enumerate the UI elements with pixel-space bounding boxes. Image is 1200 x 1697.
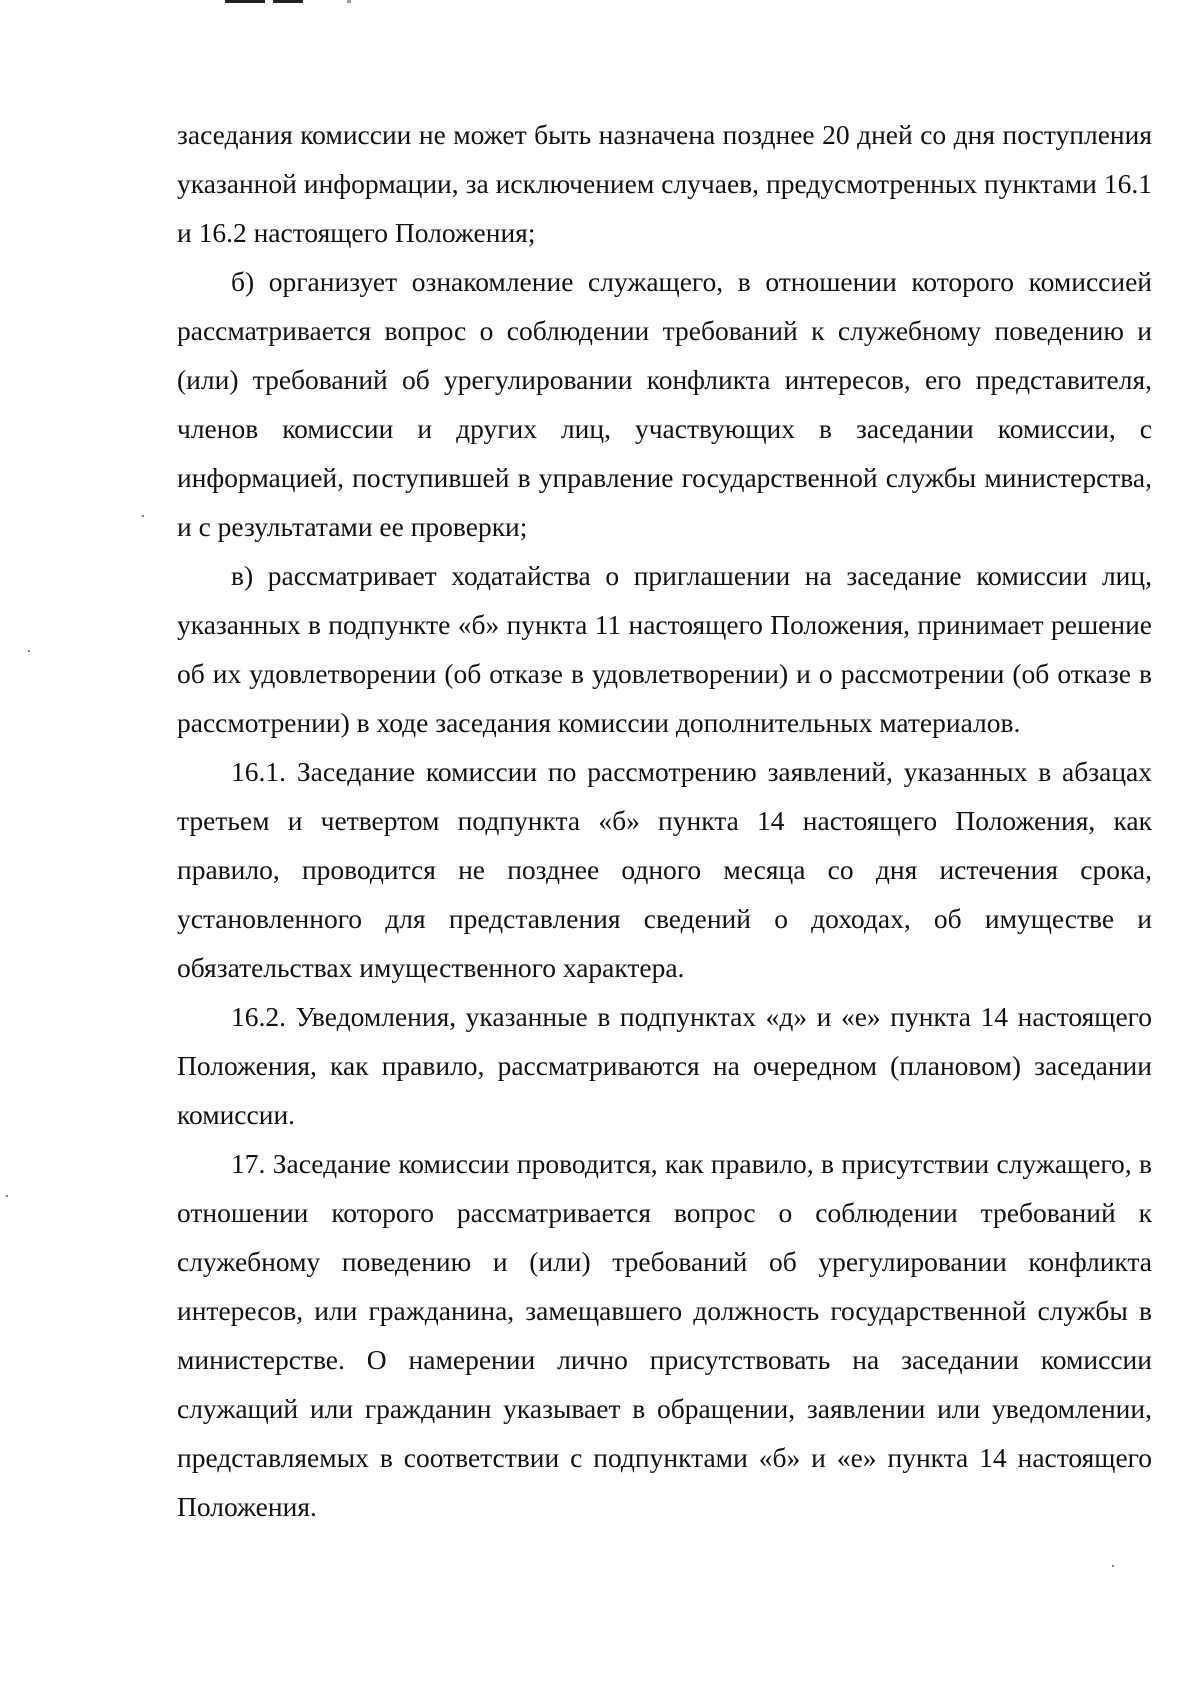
scan-speck <box>142 515 144 517</box>
scan-artifact <box>225 0 355 3</box>
document-body <box>177 110 1152 1531</box>
scan-speck <box>1112 1565 1114 1567</box>
paragraph: 16.1. Заседание комиссии по рассмотрению заявлений, указанных в абзацах третьем и четвертом подпункта «б» пункта 14 настоящего Положения, как правило, проводится не позднее одного месяца со дня истечения срока, установленного для представления сведений о доходах, об имуществе и обязательствах имущественного характера. <box>177 756 1152 983</box>
paragraph: 16.2. Уведомления, указанные в подпунктах «д» и «е» пункта 14 настоящего Положения, как правило, рассматриваются на очередном (плановом) заседании комиссии. <box>177 1001 1152 1130</box>
paragraph: заседания комиссии не может быть назначена позднее 20 дней со дня поступления указанной информации, за исключением случаев, предусмотренных пунктами 16.1 и 16.2 настоящего Положения; <box>177 119 1152 248</box>
paragraph: 17. Заседание комиссии проводится, как правило, в присутствии служащего, в отношении которого рассматривается вопрос о соблюдении требований к служебному поведению и (или) требований об урегулировании конфликта интересов, или гражданина, замещавшего должность государственной службы в министерстве. О намерении лично присутствовать на заседании комиссии служащий или гражданин указывает в обращении, заявлении или уведомлении, представляемых в соответствии с подпунктами «б» и «е» пункта 14 настоящего Положения. <box>177 1148 1152 1522</box>
paragraph: в) рассматривает ходатайства о приглашении на заседание комиссии лиц, указанных в подпункте «б» пункта 11 настоящего Положения, принимает решение об их удовлетворении (об отказе в удовлетворении) и о рассмотрении (об отказе в рассмотрении) в ходе заседания комиссии дополнительных материалов. <box>177 560 1152 738</box>
scan-speck <box>6 1195 8 1197</box>
paragraph: б) организует ознакомление служащего, в отношении которого комиссией рассматривается вопрос о соблюдении требований к служебному поведению и (или) требований об урегулировании конфликта интересов, его представителя, членов комиссии и других лиц, участвующих в заседании комиссии, с информацией, поступившей в управление государственной службы министерства, и с результатами ее проверки; <box>177 266 1152 542</box>
scan-speck <box>28 650 30 652</box>
